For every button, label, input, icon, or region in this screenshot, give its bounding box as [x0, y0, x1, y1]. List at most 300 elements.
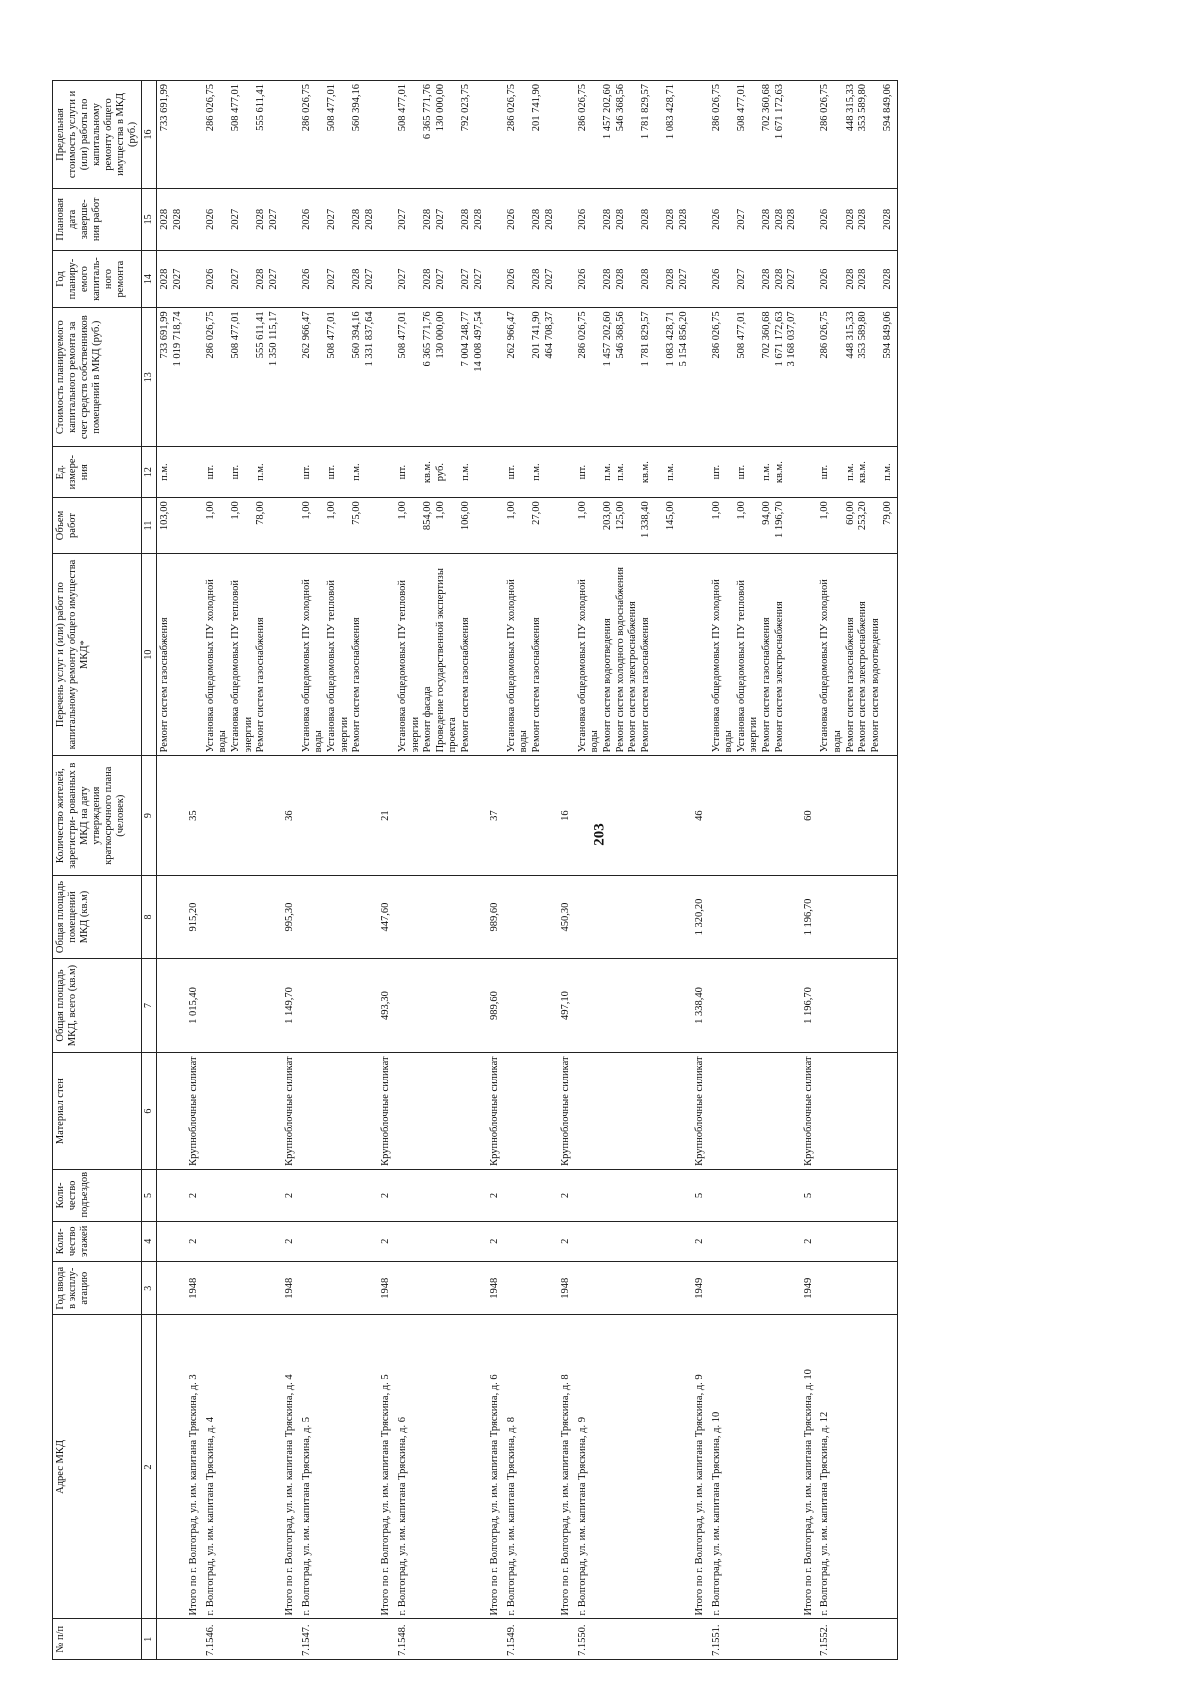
entrances: [709, 1170, 801, 1221]
address: [156, 1315, 186, 1619]
planned-completion-line: [589, 192, 602, 247]
residents: 60: [801, 756, 818, 875]
repair-year-line: 2026: [505, 268, 517, 290]
work-volume-line: [447, 501, 460, 549]
unit: [709, 447, 801, 498]
repair-year-line: 2026: [710, 268, 722, 290]
planned-cost-line: 286 026,75: [819, 311, 831, 359]
entrances: [395, 1170, 487, 1221]
planned-completion-line: 2026: [710, 208, 722, 230]
column-header-12: Ед. измере- ния: [53, 447, 142, 498]
column-number-8: 8: [142, 875, 157, 958]
item-row: [575, 81, 692, 1660]
floors: 2: [487, 1221, 504, 1262]
planned-completion-line: [518, 192, 531, 247]
work-volume: [487, 498, 504, 553]
repair-year-line: 2028: [664, 268, 676, 290]
planned-cost-line: 14 008 497,54: [472, 311, 484, 372]
planned-completion-line: [627, 192, 640, 247]
total-row: [282, 81, 299, 1660]
column-number-6: 6: [142, 1052, 157, 1169]
work-volume: [801, 498, 818, 553]
entrances: [299, 1170, 379, 1221]
unit-line: [313, 450, 326, 494]
planned-cost-line: 7 004 248,77: [460, 311, 471, 367]
planned-cost: [709, 308, 801, 447]
works-list: [709, 553, 801, 756]
column-header-6: Материал стен: [53, 1052, 142, 1169]
floors: [203, 1221, 283, 1262]
planned-cost-line: [832, 311, 845, 443]
planned-cost: [817, 308, 897, 447]
total-area: [575, 959, 692, 1053]
unit-line: п.м.: [882, 463, 894, 481]
work-volume-line: [627, 501, 640, 549]
planned-completion-line: 2026: [505, 208, 517, 230]
total-area: [709, 959, 801, 1053]
planned-cost-line: 262 966,47: [300, 311, 312, 359]
cost-limit-line: [339, 84, 352, 185]
planned-completion-line: 2028: [773, 208, 785, 230]
commission-year: [203, 1262, 283, 1315]
entrances: 2: [282, 1170, 299, 1221]
work-volume-line: [217, 501, 230, 549]
residents: [299, 756, 379, 875]
unit-line: [652, 450, 665, 494]
address: Итого по г. Волгоград, ул. им. капитана Тряскина, д. 4: [282, 1315, 299, 1619]
commission-year: 1949: [692, 1262, 709, 1315]
planned-cost: [203, 308, 283, 447]
cost-limit-line: 508 477,01: [397, 84, 409, 132]
item-row: [504, 81, 558, 1660]
planned-completion: [709, 188, 801, 250]
residents: 46: [692, 756, 709, 875]
works-list-line: Ремонт систем газоснабжения: [255, 617, 267, 753]
repair-year-line: 2026: [204, 268, 216, 290]
commission-year: 1948: [186, 1262, 203, 1315]
wall-material: Крупноблочные силикат: [692, 1052, 709, 1169]
planned-completion: [378, 188, 395, 250]
column-number-13: 13: [142, 308, 157, 447]
work-volume-line: [723, 501, 736, 549]
wall-material: [504, 1052, 558, 1169]
address: г. Волгоград, ул. им. капитана Тряскина, д. 8: [504, 1315, 558, 1619]
planned-cost: [487, 308, 504, 447]
planned-cost-line: [410, 311, 423, 443]
total-area: 1 338,40: [692, 959, 709, 1053]
repair-year: [186, 250, 203, 308]
wall-material: Крупноблочные силикат: [801, 1052, 818, 1169]
planned-cost: [282, 308, 299, 447]
unit-line: п.м.: [844, 463, 856, 481]
planned-cost: [575, 308, 692, 447]
unit: [817, 447, 897, 498]
planned-completion-line: [652, 192, 665, 247]
column-number-4: 4: [142, 1221, 157, 1262]
repair-year-line: [870, 254, 883, 305]
work-volume-line: 78,00: [255, 501, 267, 525]
entrances: 5: [801, 1170, 818, 1221]
works-list: [299, 553, 379, 756]
works-list: [378, 553, 395, 756]
unit-line: п.м.: [601, 463, 613, 481]
premises-area: 915,20: [186, 875, 203, 958]
floors: [817, 1221, 897, 1262]
unit-line: [410, 450, 423, 494]
repair-year-line: 2028: [351, 268, 363, 290]
unit-line: [589, 450, 602, 494]
unit-line: шт.: [819, 464, 831, 480]
planned-completion-line: 2028: [677, 208, 689, 230]
premises-area: 995,30: [282, 875, 299, 958]
item-row: [395, 81, 487, 1660]
work-volume-line: 1,00: [576, 501, 588, 520]
planned-completion-line: 2028: [351, 208, 363, 230]
repair-year: [817, 250, 897, 308]
address: г. Волгоград, ул. им. капитана Тряскина, д. 12: [817, 1315, 897, 1619]
planned-cost-line: [217, 311, 230, 443]
planned-cost: [299, 308, 379, 447]
floors: [299, 1221, 379, 1262]
planned-completion-line: 2028: [472, 208, 484, 230]
planned-cost-line: 1 083 428,71: [664, 311, 676, 367]
residents: [575, 756, 692, 875]
premises-area: [156, 875, 186, 958]
floors: [395, 1221, 487, 1262]
cost-limit-line: 733 691,99: [158, 84, 170, 132]
wall-material: [817, 1052, 897, 1169]
address: Итого по г. Волгоград, ул. им. капитана Тряскина, д. 10: [801, 1315, 818, 1619]
unit-line: кв.м.: [773, 461, 785, 484]
planned-cost-line: 555 611,41: [255, 311, 267, 359]
unit-line: шт.: [229, 464, 241, 480]
row-number: 7.1550.: [575, 1619, 692, 1660]
planned-completion-line: [410, 192, 423, 247]
cost-limit-line: [410, 84, 423, 185]
cost-limit-line: 353 589,80: [857, 84, 869, 132]
works-list-line: Ремонт систем газоснабжения: [761, 617, 773, 753]
repair-year: [299, 250, 379, 308]
planned-cost: [395, 308, 487, 447]
planned-completion: [186, 188, 203, 250]
unit: [203, 447, 283, 498]
planned-completion-line: 2028: [530, 208, 542, 230]
residents: [156, 756, 186, 875]
column-header-16: Предельная стоимость услуги и (или) работы по капитальному ремонту общего имущества в МКД (руб.): [53, 81, 142, 189]
repair-year-line: [518, 254, 531, 305]
rotated-table-container: [52, 80, 1200, 1660]
planned-completion: [558, 188, 575, 250]
work-volume-line: 145,00: [664, 501, 676, 531]
planned-completion-line: 2028: [460, 208, 471, 230]
planned-completion-line: [447, 192, 460, 247]
cost-limit-line: [652, 84, 665, 185]
address: г. Волгоград, ул. им. капитана Тряскина, д. 10: [709, 1315, 801, 1619]
repair-year-line: 2026: [576, 268, 588, 290]
total-area: [156, 959, 186, 1053]
repair-year-line: 2027: [267, 268, 279, 290]
planned-completion: [282, 188, 299, 250]
column-number-3: 3: [142, 1262, 157, 1315]
planned-completion-line: 2028: [255, 208, 267, 230]
floors: [575, 1221, 692, 1262]
column-header-11: Объем работ: [53, 498, 142, 553]
planned-cost-line: [313, 311, 326, 443]
cost-limit: [156, 81, 186, 189]
planned-cost-line: 594 849,06: [882, 311, 894, 359]
repair-year-line: [313, 254, 326, 305]
planned-cost-line: 130 000,00: [434, 311, 446, 359]
cost-limit: [282, 81, 299, 189]
works-list-line: Ремонт систем газоснабжения: [460, 617, 471, 753]
premises-area: [709, 875, 801, 958]
item-row: [709, 81, 801, 1660]
address: г. Волгоград, ул. им. капитана Тряскина, д. 6: [395, 1315, 487, 1619]
row-number: [186, 1619, 203, 1660]
planned-completion-line: 2028: [422, 208, 434, 230]
cost-limit: [801, 81, 818, 189]
works-list-line: Ремонт систем газоснабжения: [158, 617, 170, 753]
unit-line: [723, 450, 736, 494]
column-number-row: [142, 81, 157, 1660]
planned-cost-line: 262 966,47: [505, 311, 517, 359]
premises-area: 1 196,70: [801, 875, 818, 958]
planned-completion-line: 2026: [300, 208, 312, 230]
address: г. Волгоград, ул. им. капитана Тряскина, д. 4: [203, 1315, 283, 1619]
unit-line: п.м.: [255, 463, 267, 481]
cost-limit-line: [589, 84, 602, 185]
column-header-2: Адрес МКД: [53, 1315, 142, 1619]
planned-cost-line: 508 477,01: [229, 311, 241, 359]
column-number-16: 16: [142, 81, 157, 189]
unit-line: шт.: [735, 464, 747, 480]
cost-limit: [692, 81, 709, 189]
repair-year: [282, 250, 299, 308]
column-number-11: 11: [142, 498, 157, 553]
floors: [156, 1221, 186, 1262]
planned-completion-line: 2028: [543, 208, 555, 230]
cost-limit-line: 546 368,56: [614, 84, 626, 132]
premises-area: [395, 875, 487, 958]
entrances: 2: [186, 1170, 203, 1221]
works-list-line: Проведение государственной экспертизы проекта: [434, 568, 459, 753]
unit-line: шт.: [326, 464, 338, 480]
unit-line: кв.м.: [857, 461, 869, 484]
row-number: [692, 1619, 709, 1660]
cost-limit: [817, 81, 897, 189]
planned-completion: [487, 188, 504, 250]
cost-limit-line: [832, 84, 845, 185]
planned-cost-line: 1 331 837,64: [363, 311, 375, 367]
unit-line: шт.: [397, 464, 409, 480]
planned-completion-line: 2026: [204, 208, 216, 230]
repair-year-line: 2028: [614, 268, 626, 290]
address: Итого по г. Волгоград, ул. им. капитана Тряскина, д. 6: [487, 1315, 504, 1619]
planned-cost-line: 6 365 771,76: [422, 311, 434, 367]
repair-year-line: [748, 254, 761, 305]
planned-completion: [575, 188, 692, 250]
planned-cost-line: [652, 311, 665, 443]
residents: 21: [378, 756, 395, 875]
work-volume-line: 1,00: [710, 501, 722, 520]
entrances: 2: [487, 1170, 504, 1221]
column-header-1: № п/п: [53, 1619, 142, 1660]
row-number: 7.1552.: [817, 1619, 897, 1660]
row-number: [801, 1619, 818, 1660]
works-list: [575, 553, 692, 756]
wall-material: [395, 1052, 487, 1169]
cost-limit: [709, 81, 801, 189]
works-list-line: Ремонт систем электроснабжения: [627, 601, 639, 753]
work-volume-line: 60,00: [844, 501, 856, 525]
planned-cost: [186, 308, 203, 447]
commission-year: 1948: [487, 1262, 504, 1315]
unit-line: [243, 450, 256, 494]
floors: 2: [186, 1221, 203, 1262]
works-list-line: Установка общедомовых ПУ холодной воды: [710, 579, 735, 753]
works-list-line: Ремонт систем газоснабжения: [530, 617, 542, 753]
cost-limit-line: [627, 84, 640, 185]
column-header-3: Год ввода в эксплу- атацию: [53, 1262, 142, 1315]
unit: [692, 447, 709, 498]
row-number: [558, 1619, 575, 1660]
repair-year-line: 2027: [472, 268, 484, 290]
work-volume-line: 27,00: [530, 501, 542, 525]
planned-cost-line: 201 741,90: [530, 311, 542, 359]
residents: 37: [487, 756, 504, 875]
planned-completion: [395, 188, 487, 250]
work-volume-line: 1,00: [819, 501, 831, 520]
repair-year-line: 2027: [229, 268, 241, 290]
planned-completion-line: [748, 192, 761, 247]
repair-year-line: [339, 254, 352, 305]
column-number-5: 5: [142, 1170, 157, 1221]
cost-limit: [504, 81, 558, 189]
cost-limit: [558, 81, 575, 189]
cost-limit-line: 508 477,01: [735, 84, 747, 132]
entrances: 5: [692, 1170, 709, 1221]
work-volume: [817, 498, 897, 553]
cost-limit-line: 1 671 172,63: [773, 84, 785, 140]
cost-limit-line: 555 611,41: [255, 84, 267, 131]
commission-year: [299, 1262, 379, 1315]
unit-line: [339, 450, 352, 494]
repair-year-line: 2028: [639, 268, 651, 290]
work-volume-line: [870, 501, 883, 549]
work-volume-line: 1,00: [229, 501, 241, 520]
wall-material: Крупноблочные силикат: [558, 1052, 575, 1169]
commission-year: [575, 1262, 692, 1315]
unit-line: [518, 450, 531, 494]
planned-completion: [817, 188, 897, 250]
work-volume-line: 1,00: [505, 501, 517, 520]
cost-limit-line: 594 849,06: [882, 84, 894, 132]
works-list: [558, 553, 575, 756]
commission-year: [817, 1262, 897, 1315]
row-number: [282, 1619, 299, 1660]
work-volume: [692, 498, 709, 553]
repair-year: [709, 250, 801, 308]
planned-cost-line: 464 708,37: [543, 311, 555, 359]
repair-year: [203, 250, 283, 308]
planned-completion-line: 2027: [229, 208, 241, 230]
planned-cost-line: [748, 311, 761, 443]
work-volume-line: 103,00: [158, 501, 170, 531]
row-number: 7.1548.: [395, 1619, 487, 1660]
unit-line: п.м.: [460, 463, 471, 481]
column-header-9: Количество жителей, зарегистри- рованных в МКД на дату утверждения краткосрочного плана (человек): [53, 756, 142, 875]
item-row: [203, 81, 283, 1660]
cost-limit-line: 130 000,00: [434, 84, 446, 132]
work-volume-line: [748, 501, 761, 549]
address: г. Волгоград, ул. им. капитана Тряскина, д. 5: [299, 1315, 379, 1619]
unit: [558, 447, 575, 498]
entrances: 2: [558, 1170, 575, 1221]
repair-year-line: 2026: [819, 268, 831, 290]
planned-cost: [156, 308, 186, 447]
repair-year-line: [627, 254, 640, 305]
planned-cost-line: 286 026,75: [710, 311, 722, 359]
planned-cost-line: 1 671 172,63: [773, 311, 785, 367]
column-header-15: Плановая дата заверше- ния работ: [53, 188, 142, 250]
wall-material: Крупноблочные силикат: [282, 1052, 299, 1169]
floors: 2: [692, 1221, 709, 1262]
planned-completion-line: [313, 192, 326, 247]
planned-completion-line: 2028: [601, 208, 613, 230]
work-volume: [299, 498, 379, 553]
repair-year-line: 2028: [773, 268, 785, 290]
unit: [395, 447, 487, 498]
repair-year: [378, 250, 395, 308]
repair-year-line: 2027: [171, 268, 183, 290]
works-list-line: Ремонт систем электроснабжения: [857, 601, 869, 753]
repair-year-line: 2028: [158, 268, 170, 290]
repair-year: [504, 250, 558, 308]
planned-completion-line: [217, 192, 230, 247]
work-volume: [282, 498, 299, 553]
cost-limit-line: 286 026,75: [300, 84, 312, 132]
cost-limit-line: 508 477,01: [229, 84, 241, 132]
total-area: 1 015,40: [186, 959, 203, 1053]
cost-limit: [395, 81, 487, 189]
total-row: [487, 81, 504, 1660]
column-header-8: Общая площадь помещений МКД (кв.м): [53, 875, 142, 958]
work-volume: [203, 498, 283, 553]
planned-completion-line: 2028: [171, 208, 183, 230]
premises-area: [203, 875, 283, 958]
residents: [504, 756, 558, 875]
cost-limit-line: [723, 84, 736, 185]
row-number: 7.1546.: [203, 1619, 283, 1660]
repair-year-line: 2027: [434, 268, 446, 290]
work-volume-line: [410, 501, 423, 549]
commission-year: [156, 1262, 186, 1315]
works-list-line: Установка общедомовых ПУ холодной воды: [204, 579, 229, 753]
entrances: [504, 1170, 558, 1221]
repair-year-line: [447, 254, 460, 305]
commission-year: 1949: [801, 1262, 818, 1315]
premises-area: [817, 875, 897, 958]
cost-limit-line: 286 026,75: [505, 84, 517, 132]
commission-year: 1948: [558, 1262, 575, 1315]
planned-cost-line: 1 781 829,57: [639, 311, 651, 367]
row-number: 7.1551.: [709, 1619, 801, 1660]
planned-completion-line: 2027: [326, 208, 338, 230]
work-volume-line: 1,00: [326, 501, 338, 520]
cost-limit-line: [518, 84, 531, 185]
column-number-14: 14: [142, 250, 157, 308]
work-volume-line: 94,00: [761, 501, 773, 525]
